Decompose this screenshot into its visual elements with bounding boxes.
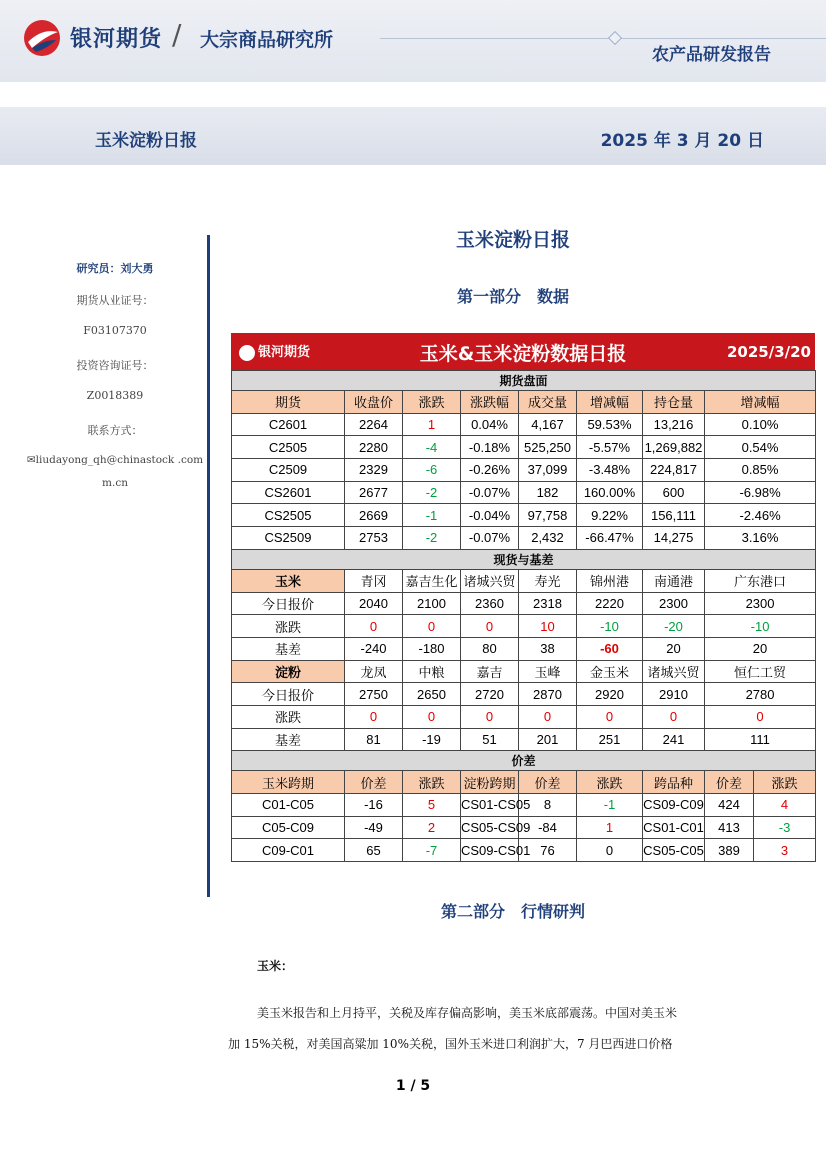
- table-cell: 241: [643, 728, 705, 751]
- researcher-name: 研究员：刘大勇: [76, 262, 154, 275]
- starch-price-row: [232, 683, 816, 706]
- table-cell: CS01-CS05: [461, 794, 519, 817]
- table-cell: -4: [403, 436, 461, 459]
- starch-basis-row: [232, 728, 816, 751]
- table-cell: 4,167: [519, 413, 577, 436]
- starch-change-row: [232, 705, 816, 728]
- corn-change-row: [232, 615, 816, 638]
- table-cell: -0.07%: [461, 527, 519, 550]
- table-cell: 2870: [519, 683, 577, 706]
- column-header: 涨跌: [577, 771, 643, 794]
- table-cell: 金玉米: [577, 660, 643, 683]
- advisor-cert: Z0018389: [86, 389, 144, 402]
- email-line2: m.cn: [102, 477, 128, 489]
- table-cell: 2300: [643, 592, 705, 615]
- galaxy-logo-icon: [22, 18, 62, 58]
- table-title: 玉米&玉米淀粉数据日报: [419, 343, 627, 365]
- table-cell: 2280: [345, 436, 403, 459]
- analysis-line2: 加 15%关税，对美国高粱加 10%关税，国外玉米进口利润扩大，7 月巴西进口价格: [228, 1037, 673, 1051]
- spread-row: [232, 816, 816, 839]
- table-cell: 0: [461, 705, 519, 728]
- table-cell: 81: [345, 728, 403, 751]
- column-header: 价差: [345, 771, 403, 794]
- table-cell: 80: [461, 637, 519, 660]
- table-cell: 20: [643, 637, 705, 660]
- column-header: 涨跌: [754, 771, 816, 794]
- table-cell: -0.18%: [461, 436, 519, 459]
- row-label: 玉米: [232, 569, 345, 592]
- table-cell: 0: [519, 705, 577, 728]
- spread-header-row: [232, 771, 816, 794]
- row-label: 涨跌: [232, 705, 345, 728]
- table-cell: 龙凤: [345, 660, 403, 683]
- row-label: 基差: [232, 728, 345, 751]
- row-label: 今日报价: [232, 592, 345, 615]
- table-cell: -16: [345, 794, 403, 817]
- table-cell: -0.07%: [461, 481, 519, 504]
- table-cell: C05-C09: [232, 816, 345, 839]
- row-label: 涨跌: [232, 615, 345, 638]
- table-cell: 424: [705, 794, 754, 817]
- table-cell: 3.16%: [705, 527, 816, 550]
- table-cell: 1: [403, 413, 461, 436]
- table-cell: 青冈: [345, 569, 403, 592]
- table-cell: C2509: [232, 459, 345, 482]
- table-cell: 0: [577, 839, 643, 862]
- table-cell: 59.53%: [577, 413, 643, 436]
- table-cell: 3: [754, 839, 816, 862]
- futures-row: [232, 527, 816, 550]
- table-cell: C01-C05: [232, 794, 345, 817]
- table-cell: -6: [403, 459, 461, 482]
- table-cell: 413: [705, 816, 754, 839]
- section-title: 期货盘面: [232, 371, 816, 391]
- table-cell: 251: [577, 728, 643, 751]
- report-subtitle: 玉米淀粉日报: [95, 131, 197, 151]
- table-cell: -7: [403, 839, 461, 862]
- table-cell: CS2601: [232, 481, 345, 504]
- corn-basis-row: [232, 637, 816, 660]
- table-cell: 10: [519, 615, 577, 638]
- table-cell: 0.10%: [705, 413, 816, 436]
- table-cell: CS09-C09: [643, 794, 705, 817]
- table-cell: 2100: [403, 592, 461, 615]
- table-cell: 锦州港: [577, 569, 643, 592]
- table-cell: -49: [345, 816, 403, 839]
- row-label: 今日报价: [232, 683, 345, 706]
- table-cell: 2677: [345, 481, 403, 504]
- table-cell: -6.98%: [705, 481, 816, 504]
- table-cell: 嘉吉生化: [403, 569, 461, 592]
- futures-row: [232, 413, 816, 436]
- table-cell: 恒仁工贸: [705, 660, 816, 683]
- spread-row: [232, 794, 816, 817]
- table-cell: 玉峰: [519, 660, 577, 683]
- table-cell: -84: [519, 816, 577, 839]
- table-cell: 160.00%: [577, 481, 643, 504]
- table-cell: 2650: [403, 683, 461, 706]
- table-cell: CS05-C05: [643, 839, 705, 862]
- table-cell: 2264: [345, 413, 403, 436]
- table-cell: 0.54%: [705, 436, 816, 459]
- table-cell: 诸城兴贸: [461, 569, 519, 592]
- header-divider: [380, 38, 826, 39]
- table-cell: 1: [577, 816, 643, 839]
- table-cell: 0: [643, 705, 705, 728]
- column-header: 跨品种: [643, 771, 705, 794]
- corn-header-row: [232, 569, 816, 592]
- table-cell: C2505: [232, 436, 345, 459]
- table-cell: CS2505: [232, 504, 345, 527]
- column-header: 涨跌: [403, 771, 461, 794]
- table-cell: 51: [461, 728, 519, 751]
- futures-header-row: [232, 391, 816, 414]
- section-row-spot: [232, 549, 816, 569]
- table-cell: -10: [705, 615, 816, 638]
- table-banner: [231, 333, 815, 370]
- column-header: 收盘价: [345, 391, 403, 414]
- table-cell: 0.04%: [461, 413, 519, 436]
- email-link[interactable]: [22, 454, 208, 466]
- table-cell: -19: [403, 728, 461, 751]
- table-cell: 2910: [643, 683, 705, 706]
- column-header: 涨跌: [403, 391, 461, 414]
- table-cell: 389: [705, 839, 754, 862]
- table-cell: 0.85%: [705, 459, 816, 482]
- table-cell: -180: [403, 637, 461, 660]
- table-cell: 9.22%: [577, 504, 643, 527]
- mail-icon: ✉: [26, 454, 36, 466]
- table-cell: 2753: [345, 527, 403, 550]
- row-label: 基差: [232, 637, 345, 660]
- section-row-futures: [232, 371, 816, 391]
- table-cell: 2300: [705, 592, 816, 615]
- table-cell: -10: [577, 615, 643, 638]
- table-cell: 2: [403, 816, 461, 839]
- report-type: 农产品研发报告: [652, 45, 771, 65]
- table-cell: -60: [577, 637, 643, 660]
- table-cell: 20: [705, 637, 816, 660]
- table-cell: -240: [345, 637, 403, 660]
- institute-name: 大宗商品研究所: [200, 29, 334, 51]
- column-header: 价差: [705, 771, 754, 794]
- table-cell: -66.47%: [577, 527, 643, 550]
- futures-cert-label: 期货从业证号：: [76, 294, 154, 307]
- table-cell: 2920: [577, 683, 643, 706]
- column-header: 玉米跨期: [232, 771, 345, 794]
- futures-row: [232, 459, 816, 482]
- table-cell: CS2509: [232, 527, 345, 550]
- table-cell: 广东港口: [705, 569, 816, 592]
- table-cell: C09-C01: [232, 839, 345, 862]
- table-cell: -5.57%: [577, 436, 643, 459]
- table-cell: 4: [754, 794, 816, 817]
- corn-label: 玉米：: [257, 959, 294, 973]
- email-line1: liudayong_qh@chinastock .com: [35, 454, 204, 466]
- table-cell: 76: [519, 839, 577, 862]
- table-cell: -2: [403, 527, 461, 550]
- table-cell: 201: [519, 728, 577, 751]
- table-cell: 2750: [345, 683, 403, 706]
- table-cell: -20: [643, 615, 705, 638]
- main-title: 玉米淀粉日报: [455, 229, 570, 251]
- table-cell: C2601: [232, 413, 345, 436]
- table-cell: -1: [577, 794, 643, 817]
- futures-row: [232, 481, 816, 504]
- contact-label: 联系方式：: [87, 424, 143, 437]
- corn-price-row: [232, 592, 816, 615]
- data-table: [231, 333, 815, 862]
- table-cell: -2: [403, 481, 461, 504]
- table-cell: 0: [403, 615, 461, 638]
- column-header: 持仓量: [643, 391, 705, 414]
- table-cell: 2220: [577, 592, 643, 615]
- table-cell: 中粮: [403, 660, 461, 683]
- spread-row: [232, 839, 816, 862]
- table-date: 2025/3/20: [726, 343, 811, 361]
- table-cell: 37,099: [519, 459, 577, 482]
- table-cell: 13,216: [643, 413, 705, 436]
- table-cell: -0.26%: [461, 459, 519, 482]
- table-cell: CS05-CS09: [461, 816, 519, 839]
- table-cell: 嘉吉: [461, 660, 519, 683]
- section-title: 现货与基差: [232, 549, 816, 569]
- table-cell: 0: [577, 705, 643, 728]
- starch-header-row: [232, 660, 816, 683]
- table-cell: CS01-C01: [643, 816, 705, 839]
- table-cell: CS09-CS01: [461, 839, 519, 862]
- column-header: 增减幅: [577, 391, 643, 414]
- table-cell: 600: [643, 481, 705, 504]
- table-cell: 156,111: [643, 504, 705, 527]
- table-cell: 111: [705, 728, 816, 751]
- table-cell: 0: [345, 615, 403, 638]
- table-cell: 2329: [345, 459, 403, 482]
- report-date: 2025 年 3 月 20 日: [600, 131, 764, 151]
- page-number: 1 / 5: [395, 1078, 431, 1094]
- table-cell: 2040: [345, 592, 403, 615]
- table-cell: 182: [519, 481, 577, 504]
- futures-row: [232, 504, 816, 527]
- table-cell: -2.46%: [705, 504, 816, 527]
- advisor-cert-label: 投资咨询证号：: [76, 359, 154, 372]
- table-cell: 2780: [705, 683, 816, 706]
- table-cell: 0: [705, 705, 816, 728]
- column-header: 增减幅: [705, 391, 816, 414]
- table-logo-text: 银河期货: [258, 345, 311, 360]
- analysis-line1: 美玉米报告和上月持平，关税及库存偏高影响，美玉米底部震荡。中国对美玉米: [257, 1006, 678, 1020]
- table-cell: 2318: [519, 592, 577, 615]
- sidebar-rule: [207, 235, 210, 897]
- table-cell: 2360: [461, 592, 519, 615]
- table-cell: 97,758: [519, 504, 577, 527]
- table-cell: 2669: [345, 504, 403, 527]
- table-cell: 南通港: [643, 569, 705, 592]
- table-cell: 寿光: [519, 569, 577, 592]
- table-cell: 2,432: [519, 527, 577, 550]
- section-row-spread: [232, 751, 816, 771]
- table-cell: 诸城兴贸: [643, 660, 705, 683]
- table-cell: -1: [403, 504, 461, 527]
- part2-heading: 第二部分 行情研判: [440, 902, 585, 921]
- column-header: 涨跌幅: [461, 391, 519, 414]
- table-cell: 0: [345, 705, 403, 728]
- table-cell: 525,250: [519, 436, 577, 459]
- table-cell: 0: [403, 705, 461, 728]
- section-title: 价差: [232, 751, 816, 771]
- table-cell: 0: [461, 615, 519, 638]
- column-header: 淀粉跨期: [461, 771, 519, 794]
- column-header: 价差: [519, 771, 577, 794]
- part1-heading: 第一部分 数据: [456, 287, 569, 306]
- column-header: 成交量: [519, 391, 577, 414]
- table-cell: 38: [519, 637, 577, 660]
- company-logo-text: 银河期货: [70, 27, 163, 52]
- table-cell: -3: [754, 816, 816, 839]
- table-cell: -0.04%: [461, 504, 519, 527]
- table-cell: 65: [345, 839, 403, 862]
- table-cell: 2720: [461, 683, 519, 706]
- futures-cert: F03107370: [83, 324, 147, 337]
- logo-slash: /: [172, 18, 182, 51]
- row-label: 淀粉: [232, 660, 345, 683]
- table-cell: 224,817: [643, 459, 705, 482]
- table-cell: 5: [403, 794, 461, 817]
- table-cell: -3.48%: [577, 459, 643, 482]
- table-cell: 1,269,882: [643, 436, 705, 459]
- data-grid: [231, 370, 816, 862]
- table-cell: 8: [519, 794, 577, 817]
- table-cell: 14,275: [643, 527, 705, 550]
- futures-row: [232, 436, 816, 459]
- column-header: 期货: [232, 391, 345, 414]
